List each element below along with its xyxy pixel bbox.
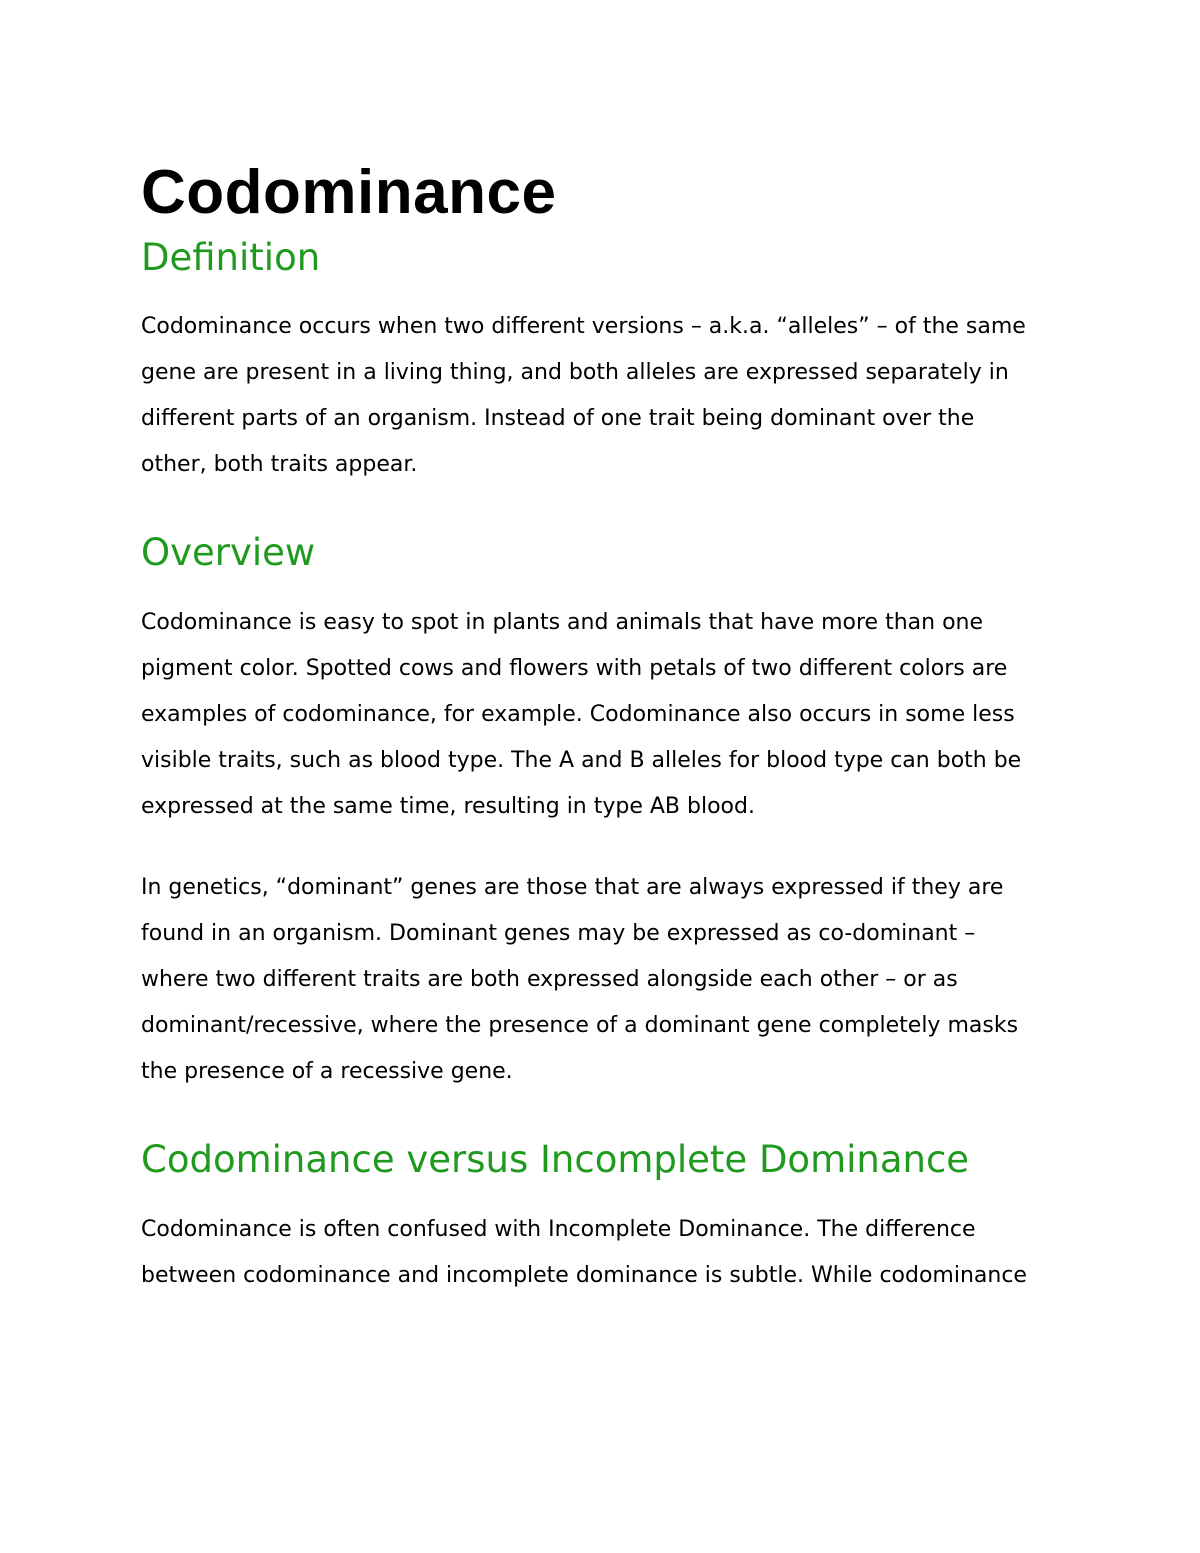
text-line: expressed at the same time, resulting in type AB blood. [141,794,755,819]
text-line: pigment color. Spotted cows and flowers with petals of two different colors are [141,656,1008,681]
text-line: examples of codominance, for example. Codominance also occurs in some less [141,702,1015,727]
text-line: gene are present in a living thing, and both alleles are expressed separately in [141,360,1009,385]
text-line: different parts of an organism. Instead of one trait being dominant over the [141,406,975,431]
heading-definition: Definition [141,236,321,279]
text-line: other, both traits appear. [141,452,418,477]
text-line: where two different traits are both expressed alongside each other – or as [141,967,958,992]
paragraph-definition [141,304,1061,488]
text-line: Codominance is easy to spot in plants and animals that have more than one [141,610,984,635]
paragraph-overview-examples [141,600,1061,830]
paragraph-versus [141,1207,1061,1299]
paragraph-overview-genetics [141,865,1061,1095]
text-line: Codominance is often confused with Incomplete Dominance. The difference [141,1217,976,1242]
heading-codominance-vs-incomplete: Codominance versus Incomplete Dominance [141,1138,970,1181]
text-line: visible traits, such as blood type. The A and B alleles for blood type can both be [141,748,1022,773]
text-line: In genetics, “dominant” genes are those that are always expressed if they are [141,875,1004,900]
text-line: dominant/recessive, where the presence of a dominant gene completely masks [141,1013,1019,1038]
document-body [141,155,1061,1299]
heading-overview: Overview [141,531,316,574]
text-line: between codominance and incomplete dominance is subtle. While codominance [141,1263,1027,1288]
text-line: Codominance occurs when two different versions – a.k.a. “alleles” – of the same [141,314,1026,339]
text-line: found in an organism. Dominant genes may be expressed as co-dominant – [141,921,976,946]
text-line: the presence of a recessive gene. [141,1059,513,1084]
document-title: Codominance [141,158,557,227]
